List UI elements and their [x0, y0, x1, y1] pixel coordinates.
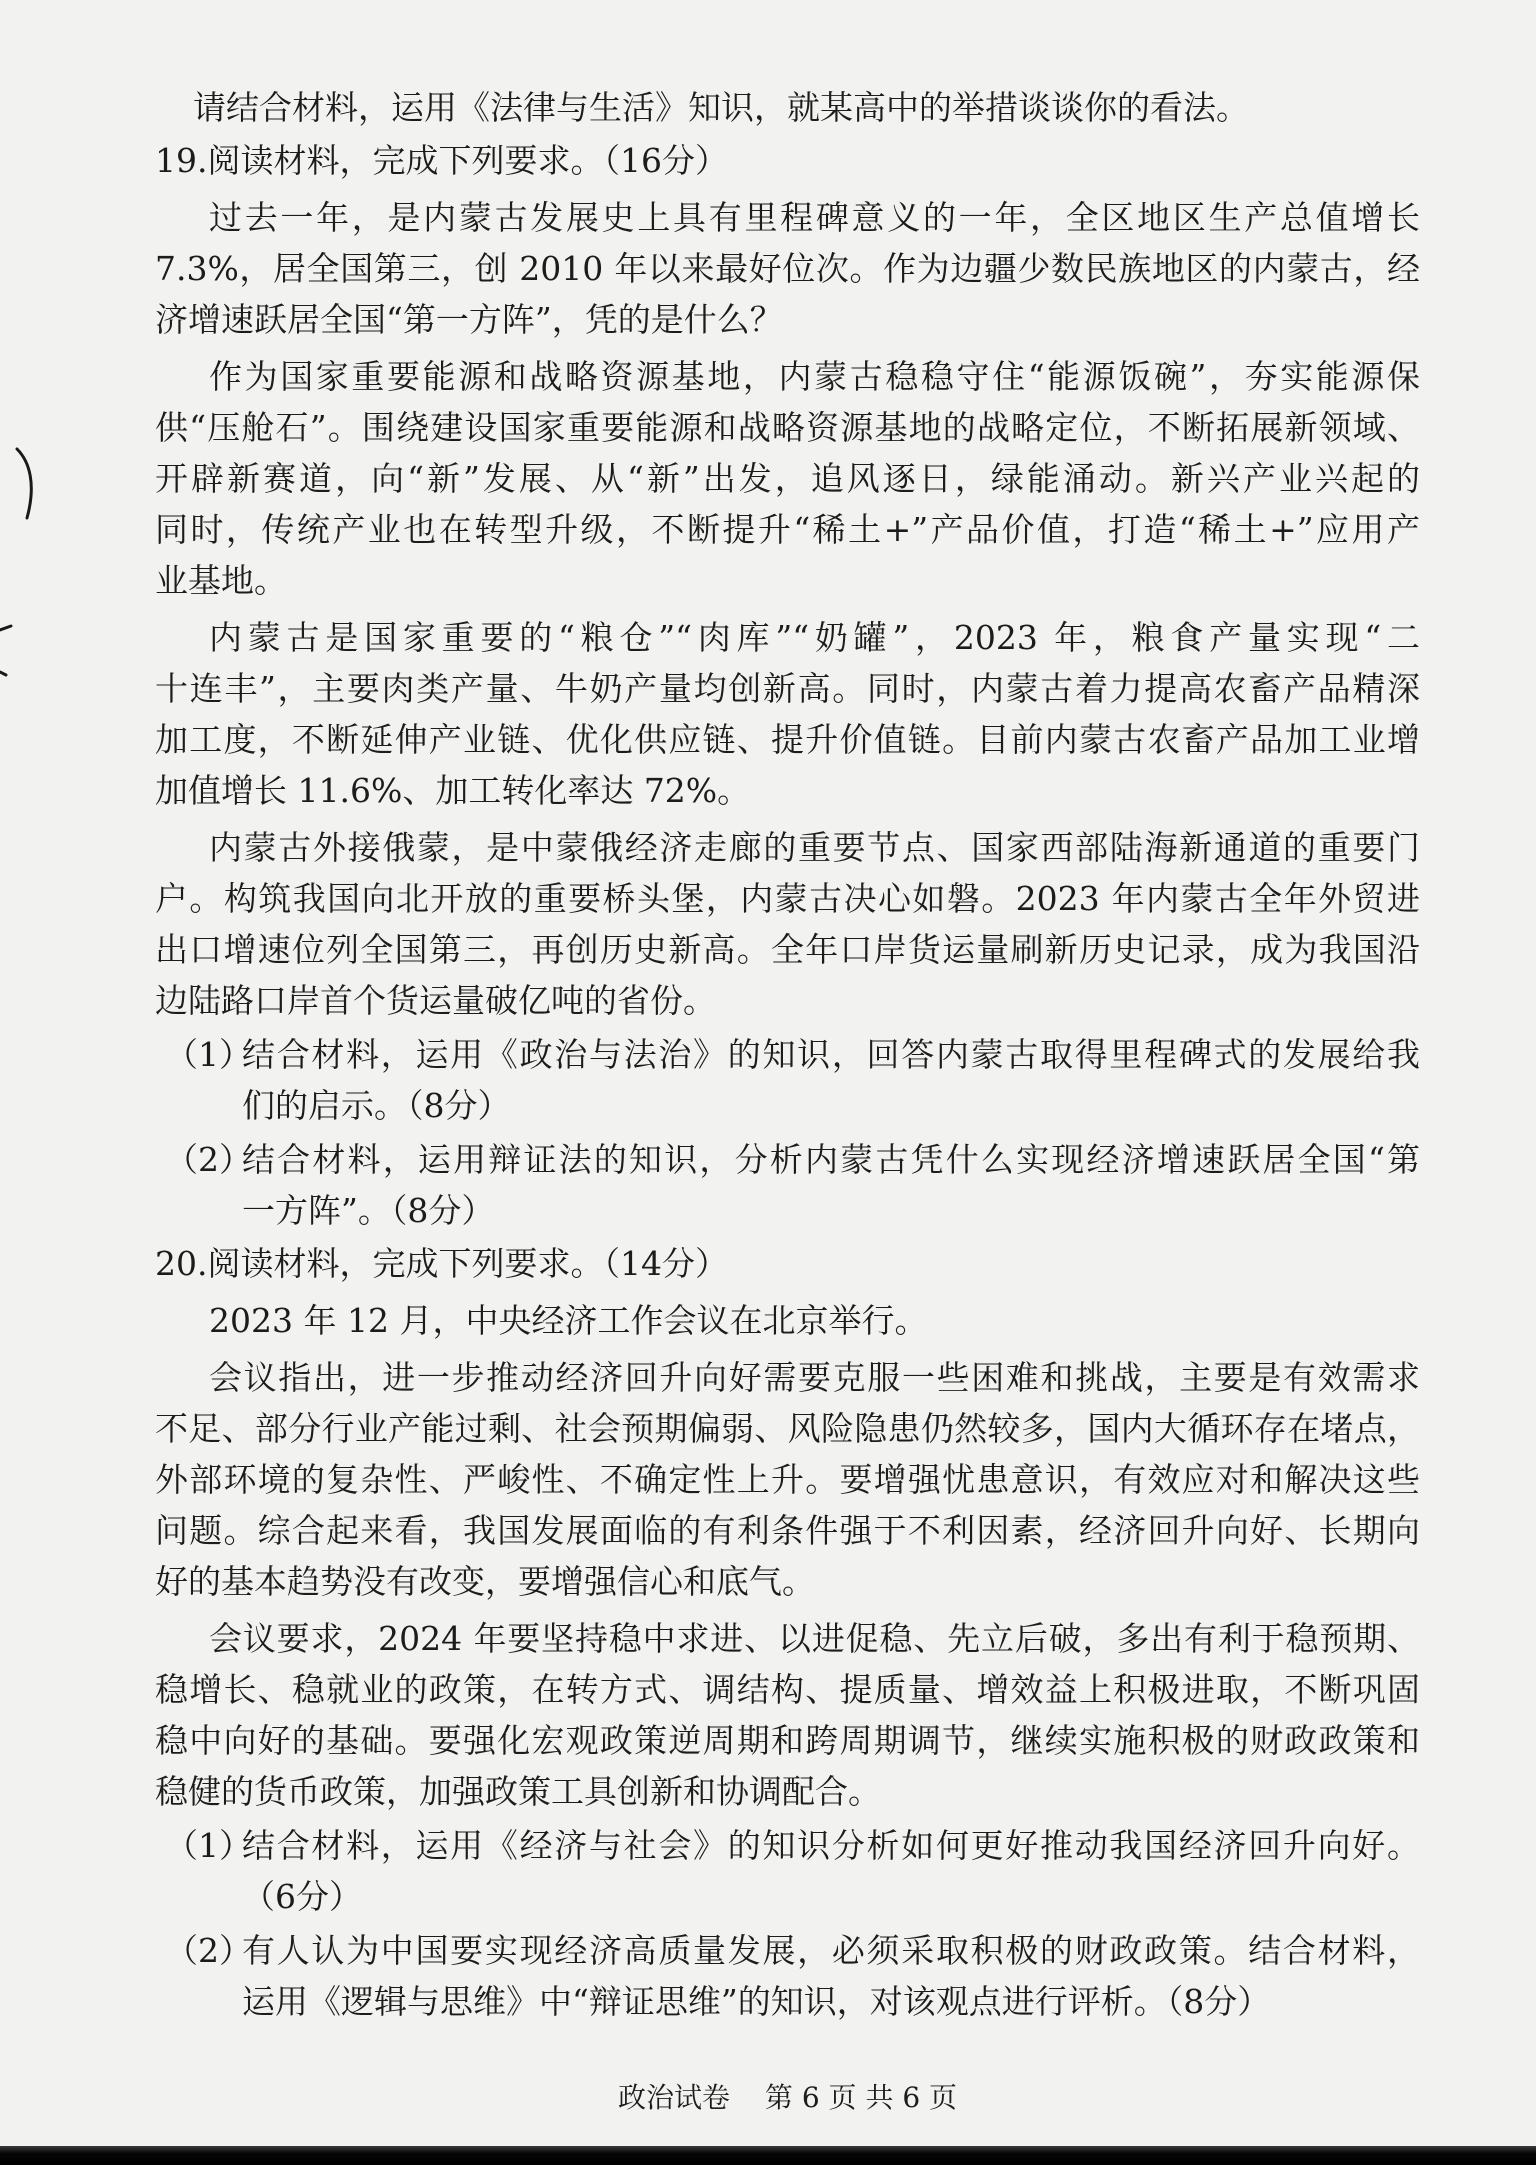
subquestion-text — [242, 1925, 1420, 2027]
subquestion-line: 结合材料，运用《政治与法治》的知识，回答内蒙古取得里程碑式的发展给我 — [242, 1035, 1420, 1074]
question-number: 19. — [155, 141, 208, 180]
material-line: 会议指出，进一步推动经济回升向好需要克服一些困难和挑战，主要是有效需求 — [209, 1358, 1420, 1397]
material-paragraph — [155, 351, 1420, 606]
subquestion-line: 结合材料，运用辩证法的知识，分析内蒙古凭什么实现经济增速跃居全国“第 — [242, 1140, 1420, 1179]
subquestion-line: 们的启示。（8分） — [242, 1086, 511, 1125]
question-stem: 阅读材料，完成下列要求。（16分） — [207, 141, 728, 180]
question-heading — [155, 1238, 1420, 1289]
material-paragraph — [155, 822, 1420, 1026]
material-line: 2023 年 12 月，中央经济工作会议在北京举行。 — [209, 1301, 928, 1340]
material-line: 外部环境的复杂性、严峻性、不确定性上升。要增强忧患意识，有效应对和解决这些 — [155, 1460, 1420, 1499]
material-line: 问题。综合起来看，我国发展面临的有利条件强于不利因素，经济回升向好、长期向 — [155, 1511, 1420, 1550]
material-line: 好的基本趋势没有改变，要增强信心和底气。 — [155, 1562, 815, 1601]
material-line: 内蒙古外接俄蒙，是中蒙俄经济走廊的重要节点、国家西部陆海新通道的重要门 — [209, 828, 1420, 867]
material-line: 稳中向好的基础。要强化宏观政策逆周期和跨周期调节，继续实施积极的财政政策和 — [155, 1721, 1420, 1760]
subquestion-line: 运用《逻辑与思维》中“辩证思维”的知识，对该观点进行评析。（8分） — [242, 1982, 1271, 2021]
material-line: 7.3%，居全国第三，创 2010 年以来最好位次。作为边疆少数民族地区的内蒙古，经 — [155, 249, 1420, 288]
question-stem: 阅读材料，完成下列要求。（14分） — [207, 1244, 728, 1283]
subquestion — [155, 1029, 1420, 1131]
material-line: 供“压舱石”。围绕建设国家重要能源和战略资源基地的战略定位，不断拓展新领域、 — [155, 408, 1420, 447]
subquestion-label: （1） — [165, 1035, 252, 1074]
material-line: 内蒙古是国家重要的“粮仓”“肉库”“奶罐”，2023 年，粮食产量实现“二 — [209, 618, 1420, 657]
footer-subject: 政治试卷 — [618, 2081, 731, 2114]
material-line: 出口增速位列全国第三，再创历史新高。全年口岸货运量刷新历史记录，成为我国沿 — [155, 930, 1420, 969]
subquestion-label: （2） — [165, 1931, 252, 1970]
subquestion — [155, 1820, 1420, 1922]
material-line: 稳健的货币政策，加强政策工具创新和协调配合。 — [155, 1772, 881, 1811]
subquestion-line: （6分） — [242, 1877, 362, 1916]
material-line: 同时，传统产业也在转型升级，不断提升“稀土+”产品价值，打造“稀土+”应用产 — [155, 510, 1420, 549]
margin-pen-mark — [0, 440, 60, 700]
material-line: 济增速跃居全国“第一方阵”，凭的是什么？ — [155, 300, 783, 339]
material-line: 稳增长、稳就业的政策，在转方式、调结构、提质量、增效益上积极进取，不断巩固 — [155, 1670, 1420, 1709]
material-paragraph — [155, 192, 1420, 345]
subquestion-text — [242, 1134, 1420, 1236]
subquestion-line: 结合材料，运用《经济与社会》的知识分析如何更好推动我国经济回升向好。 — [242, 1826, 1420, 1865]
material-paragraph — [155, 1613, 1420, 1817]
question-heading — [155, 135, 1420, 186]
question-19 — [155, 135, 1420, 1236]
subquestion-line: 有人认为中国要实现经济高质量发展，必须采取积极的财政政策。结合材料， — [242, 1931, 1420, 1970]
subquestion-label: （1） — [165, 1826, 252, 1865]
material-line: 十连丰”，主要肉类产量、牛奶产量均创新高。同时，内蒙古着力提高农畜产品精深 — [155, 669, 1420, 708]
material-line: 户。构筑我国向北开放的重要桥头堡，内蒙古决心如磐。2023 年内蒙古全年外贸进 — [155, 879, 1420, 918]
material-line: 开辟新赛道，向“新”发展、从“新”出发，追风逐日，绿能涌动。新兴产业兴起的 — [155, 459, 1420, 498]
material-line: 业基地。 — [155, 561, 287, 600]
material-line: 加值增长 11.6%、加工转化率达 72%。 — [155, 771, 751, 810]
material-line: 加工度，不断延伸产业链、优化供应链、提升价值链。目前内蒙古农畜产品加工业增 — [155, 720, 1420, 759]
material-line: 不足、部分行业产能过剩、社会预期偏弱、风险隐患仍然较多，国内大循环存在堵点， — [155, 1409, 1420, 1448]
material-line: 会议要求，2024 年要坚持稳中求进、以进促稳、先立后破，多出有利于稳预期、 — [209, 1619, 1420, 1658]
subquestion-text — [242, 1820, 1420, 1922]
question-20 — [155, 1238, 1420, 2027]
footer-page-number: 第 6 页 共 6 页 — [764, 2081, 958, 2114]
carryover-question-line: 请结合材料，运用《法律与生活》知识，就某高中的举措谈谈你的看法。 — [193, 88, 1249, 127]
material-paragraph — [155, 1352, 1420, 1607]
question-number: 20. — [155, 1244, 208, 1283]
page-content — [155, 82, 1420, 2027]
material-line: 过去一年，是内蒙古发展史上具有里程碑意义的一年，全区地区生产总值增长 — [209, 198, 1420, 237]
subquestion-line: 一方阵”。（8分） — [242, 1191, 495, 1230]
material-line: 边陆路口岸首个货运量破亿吨的省份。 — [155, 981, 716, 1020]
page-footer — [618, 2078, 957, 2118]
material-line: 作为国家重要能源和战略资源基地，内蒙古稳稳守住“能源饭碗”，夯实能源保 — [209, 357, 1420, 396]
material-paragraph — [155, 1295, 1420, 1346]
material-paragraph — [155, 612, 1420, 816]
subquestion-label: （2） — [165, 1140, 252, 1179]
subquestion — [155, 1925, 1420, 2027]
scan-edge-bar — [0, 2146, 1536, 2165]
subquestion-text — [242, 1029, 1420, 1131]
subquestion — [155, 1134, 1420, 1236]
question-list — [155, 135, 1420, 2027]
